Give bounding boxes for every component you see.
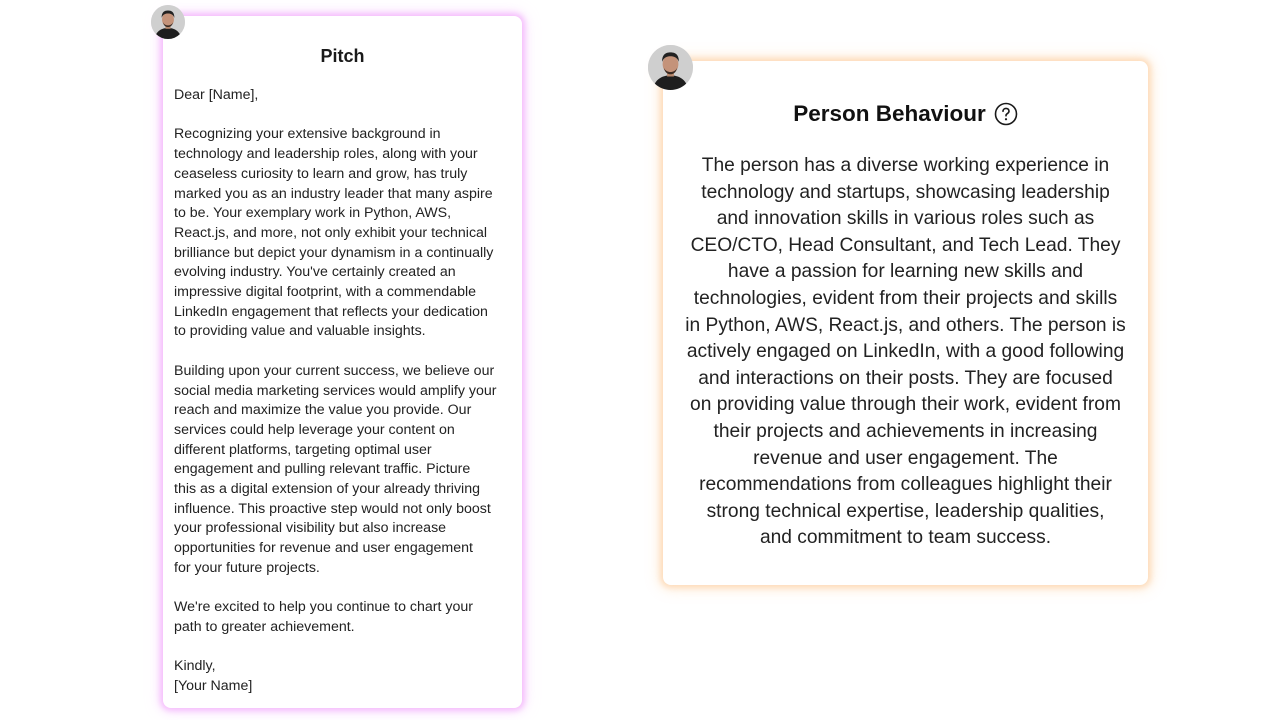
pitch-avatar <box>151 5 185 39</box>
behaviour-text: The person has a diverse working experience in technology and startups, showcasing leadership and innovation skills in various roles such as CEO/CTO, Head Consultant, and Tech Lead. They have a passion for learning new skills and technologies, evident from their projects and skills in Python, AWS, React.js, and others. The person is actively engaged on LinkedIn, with a good following and interactions on their posts. They are focused on providing value through their work, evident from their projects and achievements in increasing revenue and user engagement. The recommendations from colleagues highlight their strong technical expertise, leadership qualities, and commitment to team success. <box>685 155 1126 549</box>
pitch-signature: [Your Name] <box>174 678 253 695</box>
behaviour-card <box>663 61 1148 585</box>
pitch-title: Pitch <box>320 46 365 66</box>
behaviour-title: Person Behaviour <box>793 101 986 126</box>
pitch-paragraph-3: We're excited to help you continue to chart your path to greater achievement. <box>174 599 473 635</box>
question-circle-icon[interactable] <box>994 102 1018 126</box>
pitch-closing: Kindly, <box>174 658 216 675</box>
person-avatar-icon <box>151 5 185 39</box>
pitch-paragraph-2: Building upon your current success, we believe our social media marketing services would amplify your reach and maximize the value you provide. Our services could help leverage your content on different platforms, targeting optimal user engagement and pulling relevant traffic. Picture this as a digital extension of your already thriving influence. This proactive step would not only boost your professional visibility but also increase opportunities for revenue and user engagement for your future projects. <box>174 362 497 576</box>
pitch-greeting: Dear [Name], <box>174 87 259 103</box>
behaviour-header <box>677 99 1134 129</box>
pitch-paragraph-1: Recognizing your extensive background in technology and leadership roles, along with your ceaseless curiosity to learn and grow, has truly marked you as an industry leader that many aspire to be. Your exemplary work in Python, AWS, React.js, and more, not only exhibit your technical brilliance but depict your dynamism in a continually evolving industry. You've certainly created an impressive digital footprint, with a commendable LinkedIn engagement that reflects your dedication to providing value and valuable insights. <box>174 126 494 340</box>
person-avatar-icon <box>648 45 693 90</box>
pitch-body <box>174 86 511 697</box>
behaviour-avatar <box>648 45 693 90</box>
pitch-card <box>163 16 522 708</box>
